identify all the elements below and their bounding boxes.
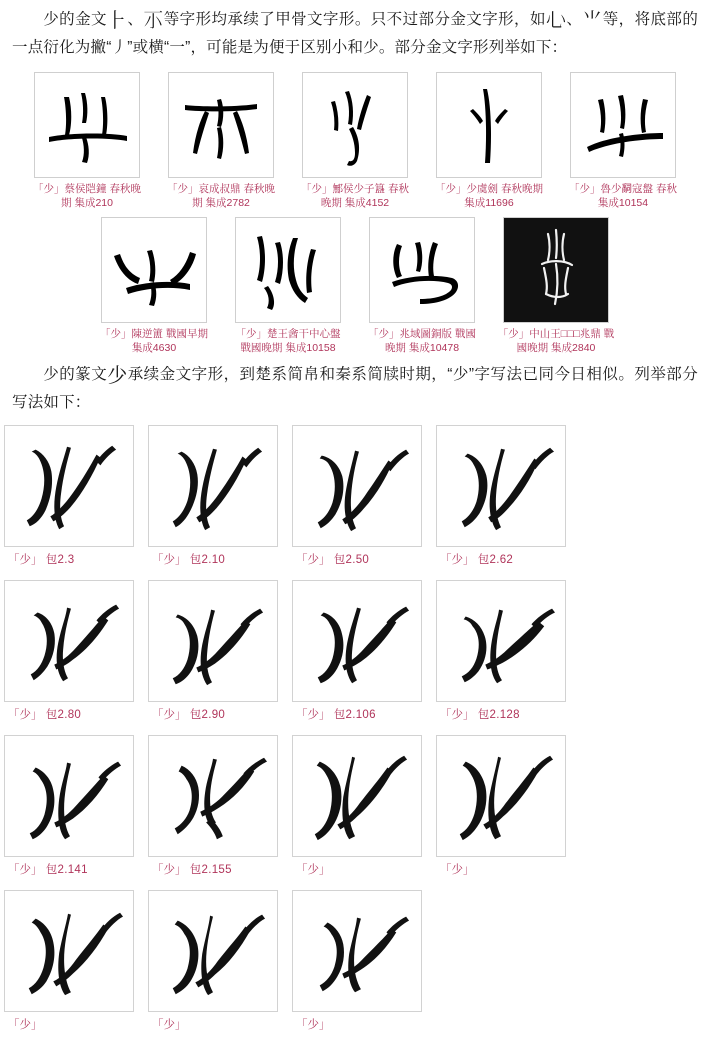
- seal-caption-char: 「少」: [440, 554, 475, 566]
- bronze-item[interactable]: [159, 72, 284, 210]
- seal-caption-char: 「少」: [440, 709, 475, 721]
- seal-glyph-image-1: [4, 425, 134, 547]
- seal-script-grid: [0, 419, 710, 1045]
- seal-caption-char: 「少」: [296, 554, 331, 566]
- seal-item[interactable]: [292, 580, 430, 723]
- bronze-glyph-image-1: [34, 72, 140, 178]
- seal-glyph-image-3: [292, 425, 422, 547]
- seal-glyph-image-13: [4, 890, 134, 1012]
- seal-glyph-image-12: [436, 735, 566, 857]
- seal-caption-char: 「少」: [296, 709, 331, 721]
- bronze-caption: 「少」陳逆簠 戰國早期 集成4630: [100, 328, 208, 354]
- seal-glyph-image-7: [292, 580, 422, 702]
- bronze-glyph-2: 𡭕: [143, 8, 164, 32]
- seal-item[interactable]: [4, 580, 142, 723]
- seal-caption-number: 包2.155: [189, 864, 232, 876]
- seal-caption-number: 包2.10: [189, 554, 226, 566]
- seal-item[interactable]: [292, 425, 430, 568]
- seal-caption: [292, 1018, 331, 1033]
- seal-caption-char: 「少」: [152, 1019, 187, 1031]
- bronze-item[interactable]: [293, 72, 418, 210]
- bronze-caption: 「少」鄦侯少子簋 春秋晚期 集成4152: [301, 183, 409, 209]
- seal-item[interactable]: [436, 735, 574, 878]
- seal-caption: [292, 553, 369, 568]
- bronze-script-grid: [0, 64, 710, 355]
- seal-caption: [4, 1018, 43, 1033]
- para2-seg0: 少的篆文: [43, 366, 108, 383]
- bronze-caption: 「少」楚王酓干中心盤 戰國晚期 集成10158: [235, 328, 341, 354]
- seal-caption-number: 包2.106: [333, 709, 376, 721]
- seal-caption-number: 包2.3: [45, 554, 75, 566]
- seal-caption: [436, 863, 475, 878]
- seal-glyph-image-10: [148, 735, 278, 857]
- para1-seg0: 少的金文: [43, 11, 107, 28]
- bronze-glyph-4: ⺌: [582, 8, 603, 32]
- seal-caption: [148, 1018, 187, 1033]
- bronze-item[interactable]: [25, 72, 150, 210]
- seal-caption: [148, 553, 225, 568]
- para1-seg6: 、: [566, 11, 583, 28]
- seal-glyph-image-14: [148, 890, 278, 1012]
- seal-caption: [292, 863, 331, 878]
- seal-item[interactable]: [4, 425, 142, 568]
- para1-seg2: 、: [127, 11, 144, 28]
- seal-glyph-image-2: [148, 425, 278, 547]
- seal-caption: [4, 553, 74, 568]
- para1-seg8: 等，将底部的一点衍化为撇“丿”或横“一”，可能是为便于区别小和少。部分金文字形列举如下：: [12, 11, 699, 56]
- bronze-glyph-3: 𢖩: [545, 8, 567, 32]
- bronze-caption: 「少」少虞劍 春秋晚期 集成11696: [435, 183, 543, 209]
- bronze-glyph-image-2: [168, 72, 274, 178]
- seal-item[interactable]: [436, 425, 574, 568]
- seal-glyph-image-11: [292, 735, 422, 857]
- seal-caption: [148, 708, 225, 723]
- paragraph-seal-intro: [0, 355, 710, 419]
- bronze-item[interactable]: [360, 217, 485, 355]
- seal-caption-number: 包2.141: [45, 864, 88, 876]
- seal-caption-char: 「少」: [152, 709, 187, 721]
- bronze-item[interactable]: [427, 72, 552, 210]
- seal-glyph-inline: 少: [107, 363, 128, 387]
- seal-caption: [148, 863, 232, 878]
- bronze-item[interactable]: [92, 217, 217, 355]
- seal-glyph-image-5: [4, 580, 134, 702]
- para2-seg2: 承续金文字形，到楚系简帛和秦系简牍时期，“少”字写法已同今日相似。列举部分写法如下：: [12, 366, 698, 411]
- bronze-glyph-image-4: [436, 72, 542, 178]
- bronze-glyph-image-3: [302, 72, 408, 178]
- bronze-glyph-1: ⺊: [106, 8, 128, 32]
- seal-caption-char: 「少」: [152, 864, 187, 876]
- bronze-caption: 「少」兆域圖銅版 戰國晚期 集成10478: [368, 328, 476, 354]
- seal-glyph-image-4: [436, 425, 566, 547]
- seal-caption-char: 「少」: [8, 1019, 43, 1031]
- seal-item[interactable]: [292, 735, 430, 878]
- seal-caption-char: 「少」: [296, 864, 331, 876]
- seal-item[interactable]: [148, 580, 286, 723]
- bronze-glyph-image-9: [503, 217, 609, 323]
- seal-item[interactable]: [4, 735, 142, 878]
- bronze-item[interactable]: [226, 217, 351, 355]
- seal-caption-char: 「少」: [440, 864, 475, 876]
- seal-caption: [292, 708, 376, 723]
- seal-caption: [4, 863, 88, 878]
- seal-item[interactable]: [148, 890, 286, 1033]
- seal-caption: [436, 553, 513, 568]
- seal-caption-number: 包2.62: [477, 554, 514, 566]
- seal-caption-char: 「少」: [152, 554, 187, 566]
- seal-glyph-image-8: [436, 580, 566, 702]
- seal-caption-char: 「少」: [296, 1019, 331, 1031]
- bronze-item[interactable]: [561, 72, 686, 210]
- seal-glyph-image-15: [292, 890, 422, 1012]
- bronze-caption: 「少」哀成叔鼎 春秋晚期 集成2782: [167, 183, 275, 209]
- seal-item[interactable]: [148, 425, 286, 568]
- seal-item[interactable]: [148, 735, 286, 878]
- seal-caption: [4, 708, 81, 723]
- seal-item[interactable]: [292, 890, 430, 1033]
- seal-caption-char: 「少」: [8, 709, 43, 721]
- seal-caption-number: 包2.80: [45, 709, 82, 721]
- para1-seg4: 等字形均承续了甲骨文字形。只不过部分金文字形，如: [163, 11, 546, 28]
- seal-caption-number: 包2.128: [477, 709, 520, 721]
- seal-caption-number: 包2.90: [189, 709, 226, 721]
- bronze-glyph-image-8: [369, 217, 475, 323]
- seal-caption-char: 「少」: [8, 864, 43, 876]
- bronze-caption: 「少」中山王□□□兆鼎 戰國晚期 集成2840: [497, 328, 615, 354]
- seal-item[interactable]: [4, 890, 142, 1033]
- paragraph-bronze-intro: [0, 0, 710, 64]
- bronze-item[interactable]: [494, 217, 619, 355]
- seal-glyph-image-9: [4, 735, 134, 857]
- bronze-caption: 「少」蔡侯𬮿鐘 春秋晚期 集成210: [33, 183, 141, 209]
- seal-caption-number: 包2.50: [333, 554, 370, 566]
- seal-glyph-image-6: [148, 580, 278, 702]
- seal-caption: [436, 708, 520, 723]
- bronze-glyph-image-6: [101, 217, 207, 323]
- bronze-glyph-image-5: [570, 72, 676, 178]
- bronze-caption: 「少」魯少𤔲寇盤 春秋 集成10154: [569, 183, 677, 209]
- seal-caption-char: 「少」: [8, 554, 43, 566]
- bronze-glyph-image-7: [235, 217, 341, 323]
- seal-item[interactable]: [436, 580, 574, 723]
